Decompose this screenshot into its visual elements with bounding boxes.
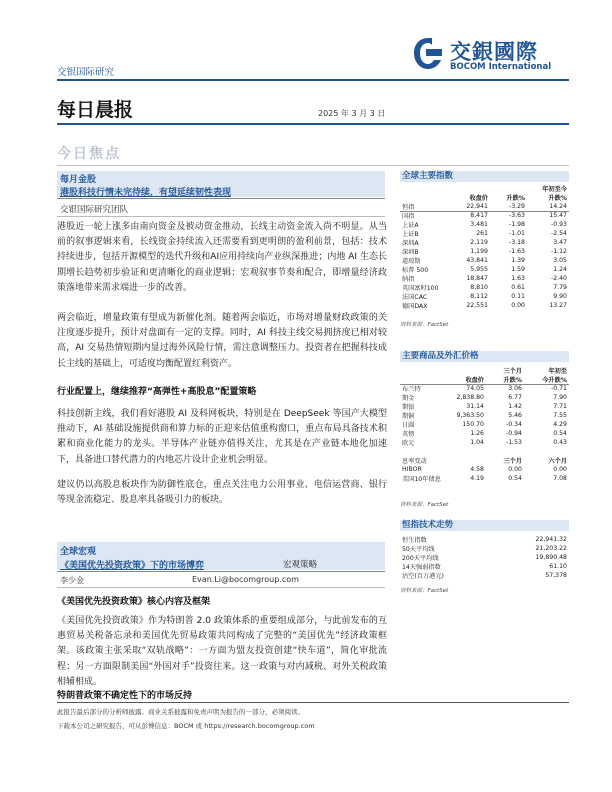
commodities-row-close: 1.26	[470, 430, 484, 437]
footer-disclaimer: 此报告最后部分的分析师披露、商业关系披露和免责声明为报告的一部分，必须阅读。	[57, 708, 304, 716]
footer-divider	[57, 702, 569, 703]
indices-col-close: 收盘价	[469, 195, 488, 202]
hsi-row	[400, 553, 569, 562]
article1-paragraph-1: 港股近一轮上涨多由南向资金及被动资金推动，长线主动资金流入尚不明显。从当前的叙事逻辑来看，长线资金持续流入还需要看到更明朗的盈利前景，包括：技术持续进步，包括开源模型的迭代升级和AI应用持续向产业纵深推进；内地 AI 生态长期增长趋势初步验证和更清晰化的商业逻辑；宏观叙事节奏和配合，即增量经济政策落地带来需求端进一步的改善。	[57, 222, 387, 293]
indices-row-name: 国指	[402, 213, 415, 220]
report-date: 2025 年 3 月 3 日	[318, 109, 386, 118]
rates-row	[400, 474, 569, 483]
indices-row-close: 1,199	[470, 248, 488, 255]
commodities-row-ytd: 7.90	[553, 394, 567, 401]
article2-author-rule	[57, 587, 385, 588]
article1-author-rule	[57, 216, 385, 217]
commodities-header-rule	[400, 384, 569, 385]
commodities-col-close: 收盘价	[465, 377, 484, 384]
indices-row	[400, 247, 569, 256]
article1-paragraph-3: 科技创新主线，我们看好港股 AI 及科网板块，特别是在 DeepSeek 等国产大模型推动下，AI 基础设施提供商和算力标的正迎来估值重构窗口，重点布局具备技术积累和商业化能力的龙头。半导体产业链亦值得关注，尤其是在产业链本地化加速下，具备进口替代潜力的内地芯片设计企业机会明显。	[57, 409, 387, 465]
rates-row-m6: 0.00	[553, 465, 567, 473]
indices-row-chg: -1.63	[508, 248, 525, 255]
commodities-col-3m-2: 升跌%	[503, 377, 522, 384]
indices-row-close: 18,847	[466, 275, 488, 282]
commodities-row-name: 期金	[402, 395, 415, 402]
indices-row-close: 8,810	[470, 284, 488, 291]
rates-row-v: 4.19	[470, 474, 484, 482]
indices-row	[400, 292, 569, 301]
hsi-row-value: 57,378	[545, 572, 567, 579]
hsi-row	[400, 571, 569, 580]
article1-paragraph-4: 建议仍以高股息板块作为防御性底仓，重点关注电力公用事业、电信运营商、银行等现金流稳定、股息率具备吸引力的板块。	[57, 480, 387, 506]
commodities-row-name: 布兰特	[402, 386, 421, 393]
hsi-table	[400, 535, 569, 580]
indices-row-chg: 0.61	[511, 284, 525, 291]
indices-row-ytd: 13.27	[549, 302, 567, 309]
commodities-row-m3: 5.46	[508, 412, 522, 419]
indices-col-ytd-1: 年初至今	[542, 186, 567, 193]
indices-row-close: 8,417	[470, 212, 488, 219]
indices-header-rule	[400, 211, 569, 212]
article1-headline[interactable]: 港股科技行情未完待续，有望延续韧性表现	[60, 188, 232, 198]
indices-row	[400, 256, 569, 265]
article2-paragraph-1: 《美国优先投资政策》作为特朗普 2.0 政策体系的重要组成部分，与此前发布的互惠贸易关税备忘录和美国优先贸易政策共同构成了完整的“美国优先”经济政策框架。该政策主张采取“双轨战略”：一方面为盟友投资创建“快车道”，简化审批流程；另一方面限制美国“外国对手”投资往来。这一政策与对内减税、对外关税政策相辅相成。	[57, 616, 387, 687]
article2-author: 李少金	[60, 576, 84, 585]
indices-row-ytd: -2.54	[550, 230, 567, 237]
hsi-row	[400, 562, 569, 571]
rates-row	[400, 465, 569, 474]
article1-category: 每月金股	[60, 175, 97, 185]
commodities-row-m3: 1.42	[508, 403, 522, 410]
header-divider	[57, 79, 569, 81]
indices-table	[400, 184, 569, 310]
commodities-row-ytd: 7.55	[553, 412, 567, 419]
hsi-row-name: 50天平均线	[402, 546, 435, 553]
rates-row-m6: 7.08	[553, 474, 567, 482]
indices-row-ytd: 7.79	[553, 284, 567, 291]
indices-row-name: 英国富时100	[402, 285, 439, 292]
indices-row-close: 261	[476, 230, 488, 237]
article1-header-rule	[57, 198, 385, 199]
indices-row	[400, 301, 569, 310]
indices-row-close: 43,841	[466, 257, 488, 264]
indices-row	[400, 211, 569, 220]
commodities-col-3m-1: 三个月	[503, 368, 522, 375]
hsi-row-name: 沽空(百万港元)	[402, 573, 444, 580]
indices-row	[400, 220, 569, 229]
commodities-row-close: 74.05	[466, 385, 484, 392]
indices-row-close: 8,112	[470, 293, 488, 300]
indices-row-name: 深圳A	[402, 240, 419, 247]
commodities-col-ytd-1: 年初至	[548, 368, 567, 375]
indices-row-ytd: 3.05	[553, 257, 567, 264]
commodities-panel-title: 主要商品及外汇价格	[400, 351, 569, 362]
commodities-row-name: 期银	[402, 404, 415, 411]
commodities-row-close: 1.04	[470, 439, 484, 446]
indices-row-ytd: 15.47	[549, 212, 567, 219]
company-logo	[412, 36, 572, 76]
indices-row	[400, 265, 569, 274]
rates-row-m3: 0.54	[508, 474, 522, 482]
section-focus-title: 今日焦点	[57, 146, 121, 162]
indices-row-name: 深圳B	[402, 249, 419, 256]
indices-row-name: 恒指	[402, 204, 415, 211]
commodities-row	[400, 411, 569, 420]
hsi-row-name: 恒生指数	[402, 537, 427, 544]
commodities-row-close: 2,838.80	[456, 394, 484, 401]
commodities-row-close: 150.70	[462, 421, 484, 428]
rates-row-name: 美国10年债息	[402, 475, 441, 483]
indices-row-close: 5,955	[470, 266, 488, 273]
logo-english-name: BOCOM International	[450, 62, 552, 72]
rates-row-name: HIBOR	[402, 465, 422, 473]
indices-row-name: 上证A	[402, 222, 419, 229]
indices-row-close: 22,551	[466, 302, 488, 309]
indices-row-chg: -1.98	[508, 221, 525, 228]
hsi-row-name: 14天强弱指数	[402, 564, 441, 571]
hsi-row-value: 22,941.32	[535, 536, 567, 543]
indices-source: 资料来源：FactSet	[400, 322, 449, 328]
indices-row-name: 法国CAC	[402, 294, 428, 301]
article2-headline[interactable]: 《美国优先投资政策》下的市场博弈	[60, 561, 205, 571]
indices-col-ytd-2: 升跌%	[548, 195, 567, 202]
indices-row-name: 德国DAX	[402, 303, 428, 310]
rates-row-m3: 0.00	[508, 465, 522, 473]
indices-row-chg: 0.00	[511, 302, 525, 309]
rates-col-3m: 三个月	[503, 457, 522, 465]
indices-row	[400, 238, 569, 247]
indices-row-ytd: -0.93	[550, 221, 567, 228]
rates-row-v: 4.58	[470, 465, 484, 473]
indices-row-chg: -3.29	[508, 203, 525, 210]
indices-row	[400, 202, 569, 211]
hsi-source: 资料来源：FactSet	[400, 588, 449, 594]
indices-row-name: 上证B	[402, 231, 419, 238]
commodities-row-close: 31.14	[466, 403, 484, 410]
hsi-row-value: 21,203.22	[535, 545, 567, 552]
indices-row	[400, 274, 569, 283]
indices-row-ytd: 14.24	[549, 203, 567, 210]
commodities-row-m3: -0.94	[505, 430, 522, 437]
commodities-row	[400, 420, 569, 429]
article2-tag: 宏观策略	[283, 560, 318, 570]
indices-row-chg: -1.01	[508, 230, 525, 237]
commodities-row	[400, 438, 569, 447]
commodities-row-m3: 6.77	[508, 394, 522, 401]
article1-paragraph-2: 两会临近，增量政策有望成为新催化剂。随着两会临近，市场对增量财政政策的关注度逐步提升，预计对盘面有一定的支撑。同时，AI 科技主线交易拥挤度已相对较高，AI 交易热情短期内显过海外风险行情，需注意调整压力。投资者在把握科技成长主线的基础上，可适度均衡配置红利资产。	[57, 313, 387, 369]
commodities-row	[400, 393, 569, 402]
commodities-row	[400, 384, 569, 393]
indices-row-name: 纳指	[402, 276, 415, 283]
indices-row-ytd: -1.12	[550, 248, 567, 255]
commodities-row-ytd: 4.29	[553, 421, 567, 428]
footer-download-info[interactable]: 下载本公司之研究报告，可从彭博信息：BOCM 或 https://research.bocomgroup.com	[57, 722, 315, 730]
focus-divider	[57, 165, 569, 166]
commodities-row	[400, 429, 569, 438]
commodities-row-ytd: 0.43	[553, 439, 567, 446]
indices-row	[400, 229, 569, 238]
article2-category: 全球宏观	[60, 547, 97, 557]
rates-head: 息率变动	[402, 457, 427, 465]
commodities-row-m3: -0.34	[505, 421, 522, 428]
article2-subheading-1: 《美国优先投资政策》核心内容及框架	[57, 597, 211, 607]
indices-row-close: 22,941	[466, 203, 488, 210]
logo-chinese-name: 交銀國際	[450, 40, 538, 64]
article2-subheading-2: 特朗普政策不确定性下的市场反持	[57, 691, 193, 701]
hsi-row-name: 200天平均线	[402, 555, 439, 562]
indices-row	[400, 283, 569, 292]
indices-row-chg: 1.59	[511, 266, 525, 273]
hsi-row	[400, 544, 569, 553]
indices-row-chg: -3.18	[508, 239, 525, 246]
commodities-row-ytd: 0.54	[553, 430, 567, 437]
commodities-row-name: 欧元	[402, 440, 415, 447]
commodities-row	[400, 402, 569, 411]
hsi-row-value: 19,890.48	[535, 554, 567, 561]
indices-row-chg: 1.39	[511, 257, 525, 264]
hsi-row-value: 61.10	[549, 563, 567, 570]
commodities-row-name: 英镑	[402, 431, 415, 438]
bocom-logo-icon	[412, 36, 444, 72]
commodities-row-name: 期铜	[402, 413, 415, 420]
indices-row-ytd: 1.24	[553, 266, 567, 273]
article1-author: 交银国际研究团队	[60, 205, 129, 215]
indices-row-name: 标普 500	[402, 267, 429, 274]
commodities-row-ytd: -0.71	[550, 385, 567, 392]
indices-row-chg: 0.11	[511, 293, 525, 300]
commodities-row-ytd: 7.71	[553, 403, 567, 410]
report-series-label: 交银国际研究	[57, 67, 115, 78]
hsi-row	[400, 535, 569, 544]
article2-author-email[interactable]: Evan.Li@bocomgroup.com	[192, 575, 299, 584]
page-title: 每日晨报	[57, 99, 134, 121]
hsi-panel-title: 恒指技术走势	[400, 520, 569, 531]
article2-header-rule	[57, 571, 385, 572]
article1-subheading: 行业配置上，继续推荐“高弹性+高股息”配置策略	[57, 387, 257, 397]
commodities-row-close: 9,363.50	[456, 412, 484, 419]
indices-panel-title: 全球主要指数	[400, 171, 569, 182]
indices-row-chg: -3.63	[508, 212, 525, 219]
commodities-col-ytd-2: 今升跌%	[542, 377, 567, 384]
commodities-source: 资料来源：FactSet	[400, 502, 449, 508]
commodities-row-m3: 3.06	[508, 385, 522, 392]
rates-col-6m: 六个月	[548, 457, 567, 465]
indices-col-chg: 升跌%	[506, 195, 525, 202]
indices-row-ytd: 9.90	[553, 293, 567, 300]
indices-row-close: 3,481	[470, 221, 488, 228]
title-divider	[57, 123, 569, 125]
indices-row-ytd: 3.47	[553, 239, 567, 246]
indices-row-chg: 1.63	[511, 275, 525, 282]
indices-row-close: 2,119	[470, 239, 488, 246]
indices-row-ytd: -2.40	[550, 275, 567, 282]
commodities-row-name: 日圆	[402, 422, 415, 429]
commodities-row-m3: -1.53	[505, 439, 522, 446]
indices-row-name: 道琼斯	[402, 258, 421, 265]
